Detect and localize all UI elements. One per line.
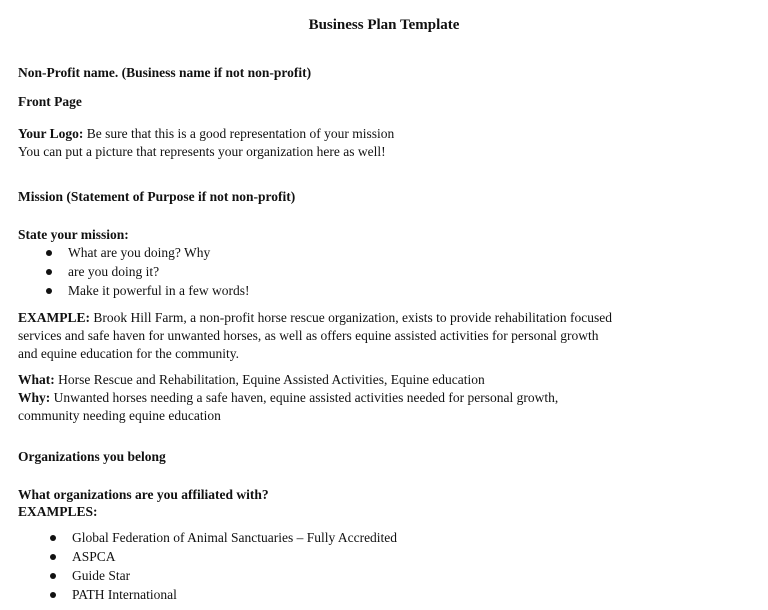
what-line [18,371,758,389]
why-label: Why: [18,390,51,405]
example-line-1 [18,309,758,327]
why-line-2: community needing equine education [18,408,221,423]
example-line-2: services and safe haven for unwanted horses, as well as offers equine assisted activities for personal growth [18,328,599,343]
mission-bullet-list [68,244,249,301]
nonprofit-name-heading: Non-Profit name. (Business name if not non-profit) [18,65,312,80]
organizations-heading: Organizations you belong [18,449,166,464]
logo-line-1 [18,125,758,143]
example-line-3: and equine education for the community. [18,346,240,361]
organizations-question: What organizations are you affiliated with? [18,487,269,502]
list-item: PATH International [72,586,397,605]
list-item: Global Federation of Animal Sanctuaries – Fully Accredited [72,529,397,548]
bullet-icon [50,573,56,579]
logo-text: Be sure that this is a good representation of your mission [83,126,395,141]
example-text: Brook Hill Farm, a non-profit horse rescue organization, exists to provide rehabilitation focused [90,310,612,325]
list-item: Guide Star [72,567,397,586]
bullet-icon [50,535,56,541]
organizations-bullet-list [72,529,397,605]
examples-label: EXAMPLES: [18,504,98,519]
bullet-icon [46,250,52,256]
mission-heading: Mission (Statement of Purpose if not non-profit) [18,189,296,204]
why-text: Unwanted horses needing a safe haven, equine assisted activities needed for personal growth, [50,390,559,405]
list-item: What are you doing? Why [68,244,249,263]
document-title: Business Plan Template [308,17,460,33]
example-label: EXAMPLE: [18,310,90,325]
state-mission-label: State your mission: [18,227,129,242]
list-item: Make it powerful in a few words! [68,282,249,301]
why-line-1 [18,389,758,407]
what-text: Horse Rescue and Rehabilitation, Equine Assisted Activities, Equine education [54,372,485,387]
what-label: What: [18,372,55,387]
list-item: ASPCA [72,548,397,567]
bullet-icon [46,269,52,275]
logo-label: Your Logo: [18,126,84,141]
front-page-heading: Front Page [18,94,82,109]
list-item: are you doing it? [68,263,249,282]
bullet-icon [46,288,52,294]
bullet-icon [50,592,56,598]
logo-line-2: You can put a picture that represents your organization here as well! [18,144,386,159]
bullet-icon [50,554,56,560]
